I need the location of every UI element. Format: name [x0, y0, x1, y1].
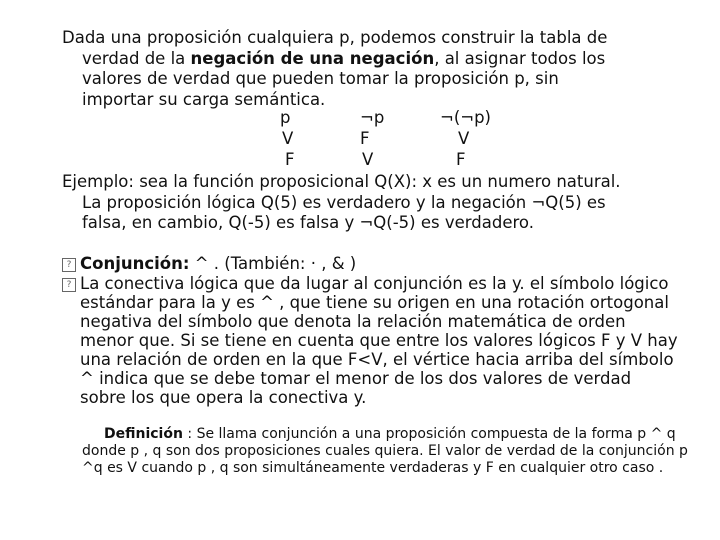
- example-line-1: Ejemplo: sea la función proposicional Q(X): x es un numero natural.: [62, 172, 621, 191]
- example-line-2: La proposición lógica Q(5) es verdadero y la negación ¬Q(5) es: [82, 192, 606, 212]
- header-not-p: ¬p: [360, 108, 385, 127]
- example-line-3: falsa, en cambio, Q(-5) es falsa y ¬Q(-5) es verdadero.: [82, 213, 534, 232]
- definition-text: : Se llama conjunción a una proposición compuesta de la forma p ^ q donde p , q son dos proposiciones cuales quiera. El valor de verdad de la conjunción p ^q es V cuando p , q son simultáneamente verdaderas y F en cualquier otro caso .: [82, 426, 688, 476]
- cell: V: [458, 129, 470, 148]
- cell: V: [362, 150, 374, 169]
- definition-block: [82, 426, 690, 477]
- cell: F: [456, 150, 466, 169]
- header-p: p: [280, 108, 291, 127]
- definition-term: Definición: [104, 426, 183, 442]
- conjunction-term: Conjunción:: [80, 254, 190, 273]
- intro-line-2-pre: verdad de la: [82, 48, 191, 68]
- cell: V: [282, 129, 294, 148]
- conjunction-heading: [80, 254, 680, 273]
- bullet-icon: ?: [62, 278, 76, 292]
- cell: F: [360, 129, 370, 148]
- intro-line-2-post: , al asignar todos los: [434, 48, 606, 68]
- cell: F: [285, 150, 295, 169]
- intro-line-4: importar su carga semántica.: [82, 89, 326, 109]
- example-paragraph: [62, 172, 680, 234]
- intro-line-3: valores de verdad que pueden tomar la proposición p, sin: [82, 69, 559, 88]
- header-not-not-p: ¬(¬p): [440, 108, 491, 127]
- intro-line-1: Dada una proposición cualquiera p, podemos construir la tabla de: [62, 28, 608, 47]
- truth-table: [250, 107, 510, 170]
- bullet-icon: ?: [62, 258, 76, 272]
- conjunction-description: La conectiva lógica que da lugar al conjunción es la y. el símbolo lógico estándar para la y es ^ , que tiene su origen en una rotación ortogonal negativa del símbolo que denota la relación matemática de orden menor que. Si se tiene en cuenta que entre los valores lógicos F y V hay una relación de orden en la que F<V, el vértice hacia arriba del símbolo ^ indica que se debe tomar el menor de los dos valores de verdad sobre los que opera la conectiva y.: [80, 274, 678, 407]
- truth-table-header: [250, 107, 510, 128]
- truth-table-row: [250, 128, 510, 149]
- intro-line-2: [62, 49, 680, 70]
- truth-table-row: [250, 149, 510, 170]
- intro-paragraph: [62, 28, 680, 110]
- negation-term: negación de una negación: [190, 48, 435, 68]
- conjunction-symbols: ^ . (También: · , & ): [189, 254, 357, 273]
